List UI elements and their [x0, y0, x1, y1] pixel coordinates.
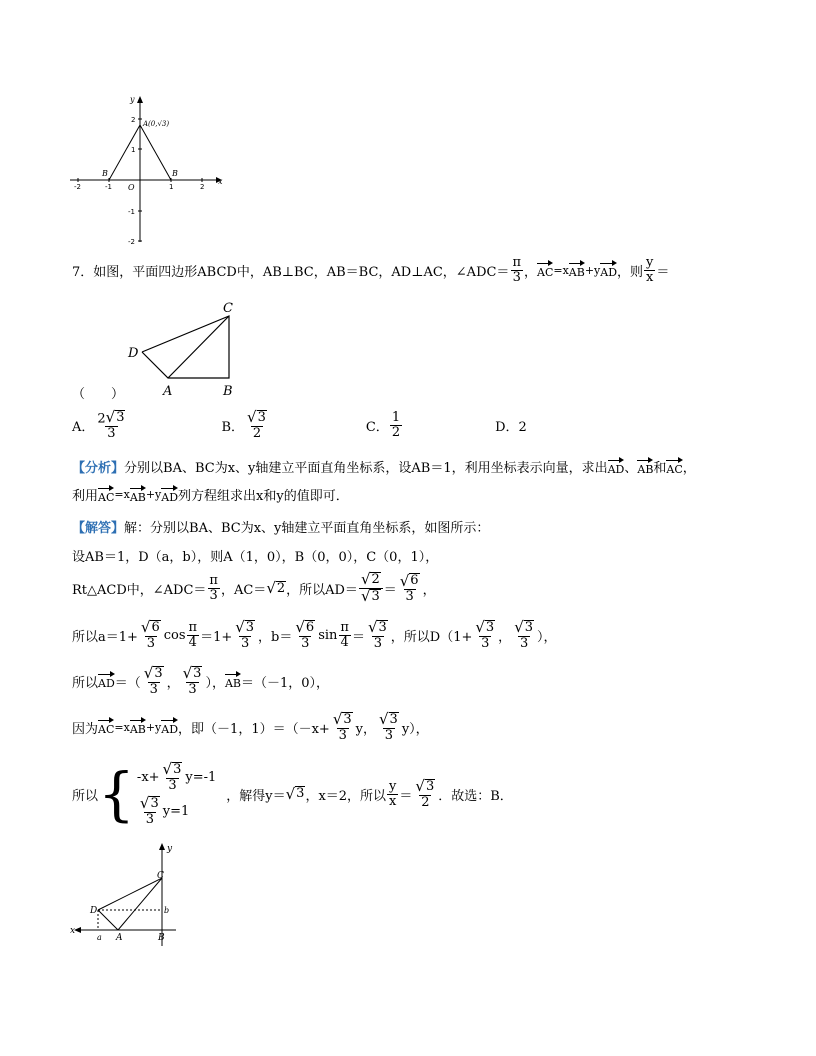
- point-d: D: [128, 346, 139, 361]
- svg-text:x: x: [70, 926, 76, 936]
- y-tick-neg2: -2: [128, 238, 135, 246]
- vector-ac: AC: [537, 262, 553, 278]
- x-tick-neg1: -1: [105, 183, 112, 191]
- origin-label: O: [128, 183, 135, 192]
- x-tick-2: 2: [200, 183, 205, 191]
- svg-text:y: y: [167, 844, 173, 854]
- solution-line-4: 所以a＝1+ √ 6 3 cos $\frac{\pi}{4}$ ＝1+ √ 3 3 ，b＝ √ 6 3 sin $\frac{\pi}{4}$ ＝ √ 3 3 ，所以D（1+ √ 3 3 ， √ 3 3 ），: [72, 618, 557, 651]
- x-tick-neg2: -2: [74, 183, 81, 191]
- answer-paren: （ ）: [72, 387, 125, 402]
- solution-line-2: 设AB＝1，D（a，b），则A（1，0），B（0，0），C（0，1），: [72, 550, 439, 565]
- point-a: A: [163, 384, 173, 399]
- option-c-value: $\frac{1}{2}$: [391, 410, 401, 440]
- svg-text:D: D: [90, 906, 98, 916]
- solution-line-7: 所以 { -x+ √ 3 3 y=-1 √ 3 3 y=1 ，解得y＝ √ 3 ，x＝2，所以 $\frac{y}{x}$ ＝ √ 3 2 ．故选：B．: [72, 760, 513, 828]
- solution-line-6: 因为 AC =x AB +y AD ，即（－1，1）＝（－x+ √ 3 3 y， √ 3 3 y），: [72, 710, 429, 743]
- option-d: D．2: [495, 419, 527, 435]
- point-c: C: [223, 301, 233, 316]
- point-b-left-label: B: [102, 169, 108, 178]
- coordinate-figure: [70, 92, 230, 252]
- equation-system: -x+ √ 3 3 y=-1 √ 3 3 y=1: [136, 760, 217, 827]
- solution-figure: [68, 840, 188, 952]
- option-a-value: 2 √ 3 3: [97, 408, 125, 441]
- system-brace: {: [98, 760, 135, 828]
- ratio-fraction: $\frac{y}{x}$: [646, 255, 654, 285]
- x-tick-1: 1: [169, 183, 174, 191]
- svg-text:a: a: [97, 933, 102, 942]
- svg-text:B: B: [158, 933, 165, 943]
- option-a-label: A．: [72, 419, 95, 435]
- point-b-right-label: B: [172, 169, 178, 178]
- x-axis-label: x: [218, 177, 223, 186]
- solution-line-5: 所以 AD ＝（ √ 3 3 ， √ 3 3 ）， AB ＝（－1，0），: [72, 664, 330, 697]
- question-text: 7．如图，平面四边形ABCD中，AB⊥BC，AB＝BC，AD⊥AC，∠ADC＝: [72, 264, 510, 280]
- svg-text:C: C: [157, 871, 164, 881]
- solution-line-3: Rt△ACD中，∠ADC＝ $\frac{\pi}{3}$ ，AC＝ √ 2 ，所以AD＝ √ 2 √ 3 ＝ √ 6 3 ，: [72, 570, 436, 606]
- option-b-label: B．: [221, 419, 245, 435]
- svg-text:b: b: [164, 906, 170, 915]
- quadrilateral-figure: [120, 298, 250, 402]
- solution-line-1: 【解答】 解：分别以BA、BC为x、y轴建立平面直角坐标系，如图所示：: [72, 517, 489, 536]
- vector-ab: AB: [569, 262, 585, 278]
- point-a-label: A(0,√3): [143, 120, 170, 128]
- options-row: [72, 410, 527, 441]
- point-b: B: [223, 384, 233, 399]
- option-c-label: C．: [365, 419, 389, 435]
- solution-tag: 【解答】: [72, 521, 125, 536]
- y-axis-label: y: [130, 95, 135, 104]
- analysis-line-2: 利用 AC =x AB +y AD 列方程组求出x和y的值即可．: [72, 488, 349, 504]
- vector-ad: AD: [600, 262, 617, 278]
- y-tick-1: 1: [131, 146, 136, 154]
- question-stem: 7．如图，平面四边形ABCD中，AB⊥BC，AB＝BC，AD⊥AC，∠ADC＝ $\frac{\pi}{3}$ ， AC =x AB +y AD ，则 $\frac{y}{x}$ ＝: [72, 255, 670, 285]
- option-b-value: √ 3 2: [247, 408, 266, 441]
- analysis-tag: 【分析】: [72, 461, 125, 476]
- analysis-line-1: 【分析】 分别以BA、BC为x、y轴建立平面直角坐标系，设AB＝1，利用坐标表示向量，求出 AD 、 AB 和 AC ，: [72, 457, 696, 476]
- y-tick-2: 2: [131, 116, 136, 124]
- svg-text:A: A: [116, 933, 123, 943]
- angle-fraction: $\frac{\pi}{3}$: [512, 255, 521, 285]
- y-tick-neg1: -1: [128, 208, 135, 216]
